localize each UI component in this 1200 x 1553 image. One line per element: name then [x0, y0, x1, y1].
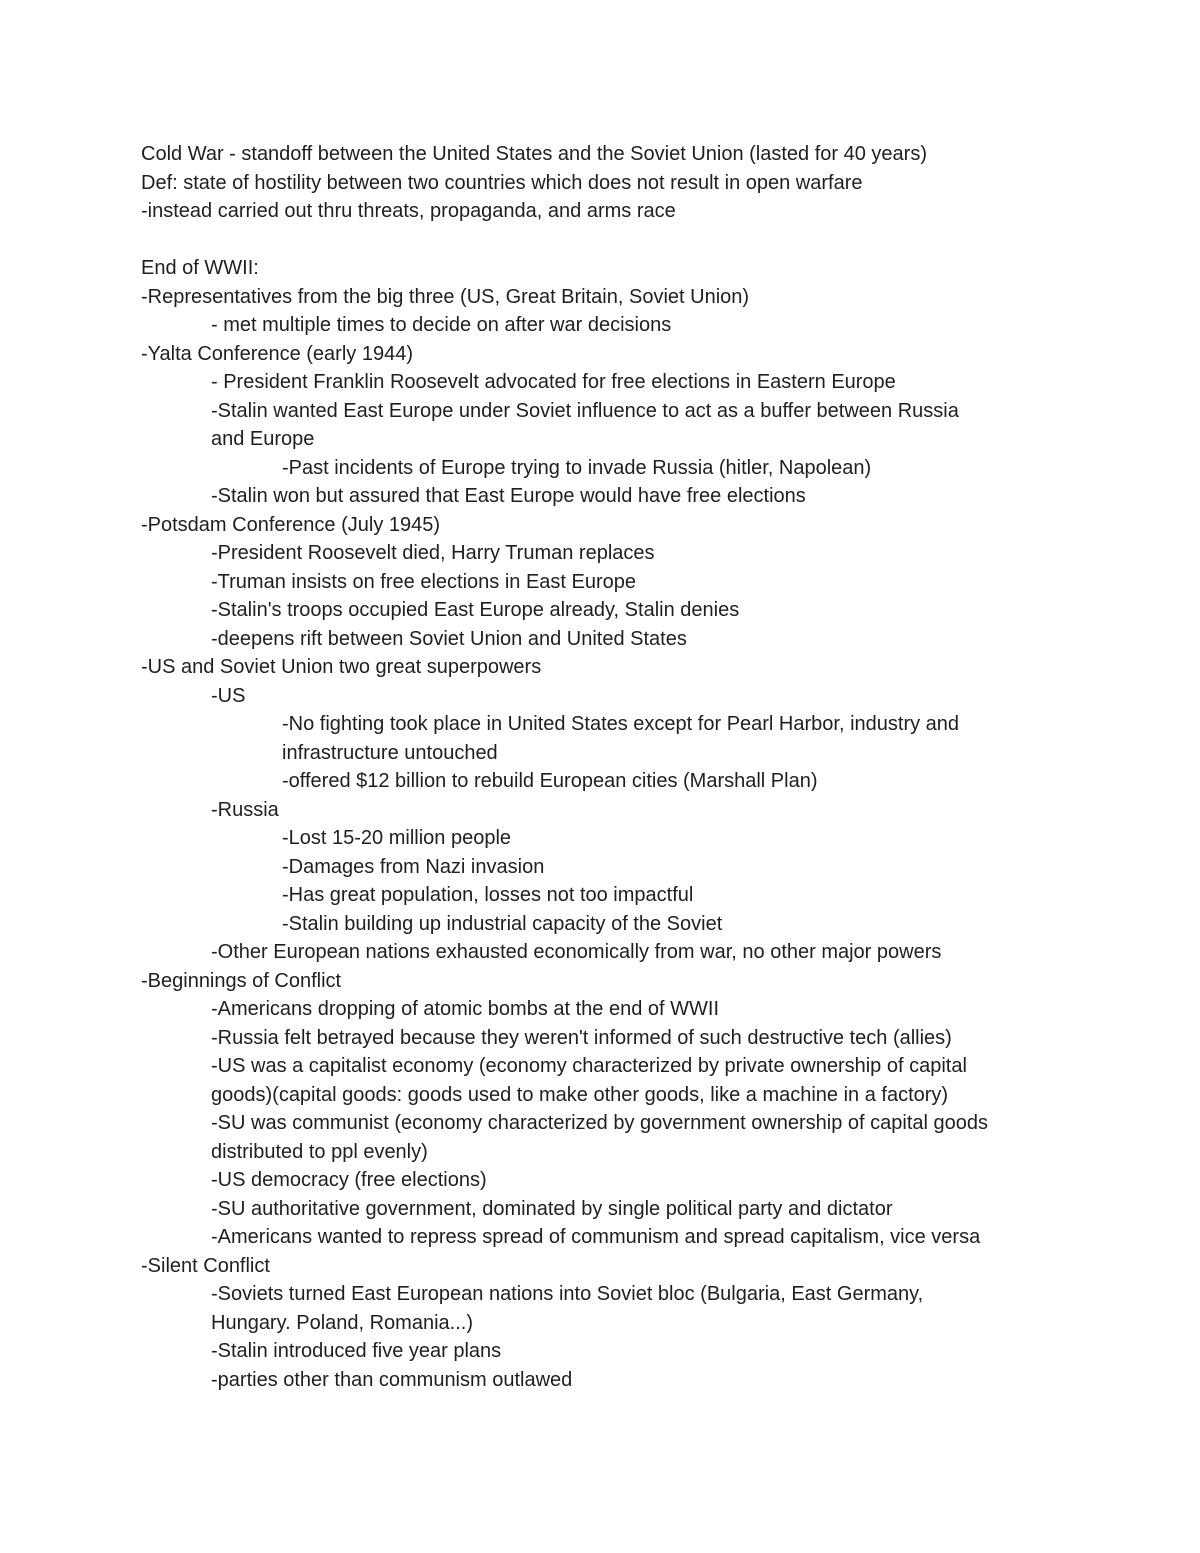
- text-line: -Beginnings of Conflict: [141, 969, 342, 992]
- text-line: -US democracy (free elections): [211, 1169, 487, 1191]
- text-line: -Past incidents of Europe trying to invade Russia (hitler, Napolean): [282, 456, 872, 479]
- text-line: -SU was communist (economy characterized by government ownership of capital goods: [211, 1112, 989, 1134]
- text-line: -US and Soviet Union two great superpowers: [141, 656, 542, 678]
- text-line: distributed to ppl evenly): [211, 1140, 428, 1163]
- text-line: -Stalin won but assured that East Europe would have free elections: [211, 485, 806, 507]
- text-line: -Other European nations exhausted economically from war, no other major powers: [211, 941, 942, 963]
- blank-line: [141, 226, 1141, 255]
- text-line: -Truman insists on free elections in East Europe: [211, 570, 637, 593]
- text-line: Cold War - standoff between the United States and the Soviet Union (lasted for 40 years): [141, 143, 927, 165]
- text-line: -Americans wanted to repress spread of communism and spread capitalism, vice versa: [211, 1226, 981, 1248]
- text-line: -Damages from Nazi invasion: [282, 855, 545, 878]
- text-line: Hungary. Poland, Romania...): [211, 1311, 473, 1334]
- text-line: and Europe: [211, 428, 315, 450]
- text-line: -Stalin's troops occupied East Europe already, Stalin denies: [211, 599, 740, 621]
- text-line: -SU authoritative government, dominated by single political party and dictator: [211, 1197, 893, 1220]
- text-line: -No fighting took place in United States except for Pearl Harbor, industry and: [282, 713, 960, 735]
- text-line: -Representatives from the big three (US, Great Britain, Soviet Union): [141, 285, 750, 308]
- text-line: goods)(capital goods: goods used to make other goods, like a machine in a factory): [211, 1083, 949, 1106]
- text-line: - met multiple times to decide on after war decisions: [211, 314, 672, 336]
- text-line: -Yalta Conference (early 1944): [141, 342, 413, 365]
- text-line: -parties other than communism outlawed: [211, 1368, 573, 1391]
- text-line: -offered $12 billion to rebuild European cities (Marshall Plan): [282, 770, 818, 792]
- text-line: Def: state of hostility between two countries which does not result in open warfare: [141, 171, 863, 194]
- document-body: [141, 140, 1141, 1394]
- text-line: -Americans dropping of atomic bombs at the end of WWII: [211, 998, 719, 1020]
- text-line: -Stalin wanted East Europe under Soviet influence to act as a buffer between Russia: [211, 399, 959, 422]
- text-line: -Stalin building up industrial capacity of the Soviet: [282, 912, 723, 935]
- text-line: -deepens rift between Soviet Union and United States: [211, 627, 687, 650]
- text-line: -Soviets turned East European nations into Soviet bloc (Bulgaria, East Germany,: [211, 1283, 924, 1305]
- text-line: -Russia felt betrayed because they weren't informed of such destructive tech (allies): [211, 1026, 952, 1049]
- text-line: - President Franklin Roosevelt advocated for free elections in Eastern Europe: [211, 371, 896, 393]
- text-line: -Silent Conflict: [141, 1254, 270, 1277]
- text-line: -Has great population, losses not too impactful: [282, 884, 694, 906]
- text-line: -Lost 15-20 million people: [282, 827, 512, 849]
- text-line: infrastructure untouched: [282, 741, 498, 764]
- text-line: -instead carried out thru threats, propaganda, and arms race: [141, 200, 676, 222]
- text-line: -President Roosevelt died, Harry Truman replaces: [211, 542, 655, 564]
- text-line: -Stalin introduced five year plans: [211, 1340, 502, 1362]
- text-line: End of WWII:: [141, 257, 259, 279]
- text-line: -US: [211, 684, 246, 707]
- text-line: -Russia: [211, 798, 279, 821]
- text-line: -Potsdam Conference (July 1945): [141, 513, 441, 536]
- text-line: -US was a capitalist economy (economy characterized by private ownership of capital: [211, 1055, 967, 1077]
